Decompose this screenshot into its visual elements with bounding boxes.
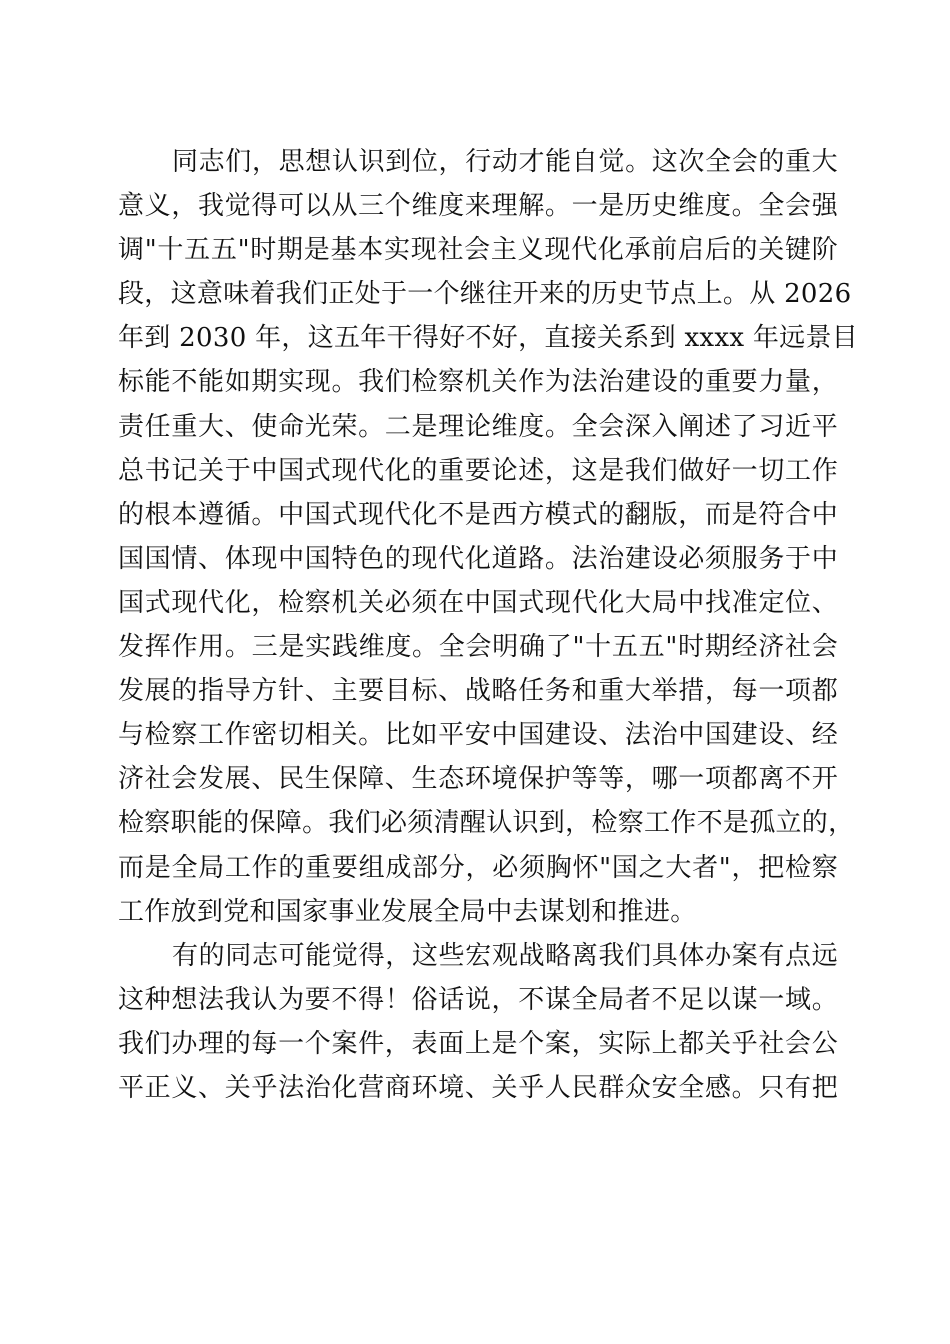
paragraph-line: 平正义、关乎法治化营商环境、关乎人民群众安全感。只有把 [118,1072,838,1103]
paragraph-line: 而是全局工作的重要组成部分，必须胸怀"国之大者"，把检察 [118,852,838,883]
paragraph-2 [118,934,838,1110]
paragraph-line: 有的同志可能觉得，这些宏观战略离我们具体办案有点远 [172,940,838,971]
paragraph-line: 调"十五五"时期是基本实现社会主义现代化承前启后的关键阶 [118,235,838,266]
paragraph-line: 发挥作用。三是实践维度。全会明确了"十五五"时期经济社会 [118,632,838,663]
paragraph-line: 段，这意味着我们正处于一个继往开来的历史节点上。从 2026 [118,279,852,310]
paragraph-1 [118,140,859,934]
document-body [118,140,859,1110]
paragraph-line: 责任重大、使命光荣。二是理论维度。全会深入阐述了习近平 [118,411,838,442]
paragraph-line: 年到 2030 年，这五年干得好不好，直接关系到 xxxx 年远景目 [118,323,859,354]
paragraph-line: 济社会发展、民生保障、生态环境保护等等，哪一项都离不开 [118,764,838,795]
paragraph-line: 检察职能的保障。我们必须清醒认识到，检察工作不是孤立的， [118,808,855,839]
paragraph-line: 我们办理的每一个案件，表面上是个案，实际上都关乎社会公 [118,1028,838,1059]
paragraph-line: 与检察工作密切相关。比如平安中国建设、法治中国建设、经 [118,720,838,751]
paragraph-line: 这种想法我认为要不得！俗话说，不谋全局者不足以谋一域。 [118,984,838,1015]
paragraph-line: 发展的指导方针、主要目标、战略任务和重大举措，每一项都 [118,676,838,707]
paragraph-line: 的根本遵循。中国式现代化不是西方模式的翻版，而是符合中 [118,499,838,530]
paragraph-line: 意义，我觉得可以从三个维度来理解。一是历史维度。全会强 [118,191,838,222]
paragraph-line: 国国情、体现中国特色的现代化道路。法治建设必须服务于中 [118,543,838,574]
paragraph-line: 同志们，思想认识到位，行动才能自觉。这次全会的重大 [172,147,838,177]
paragraph-line: 总书记关于中国式现代化的重要论述，这是我们做好一切工作 [118,455,838,486]
paragraph-line: 工作放到党和国家事业发展全局中去谋划和推进。 [118,896,697,927]
paragraph-line: 标能不能如期实现。我们检察机关作为法治建设的重要力量， [118,367,838,398]
paragraph-line: 国式现代化，检察机关必须在中国式现代化大局中找准定位、 [118,587,838,618]
